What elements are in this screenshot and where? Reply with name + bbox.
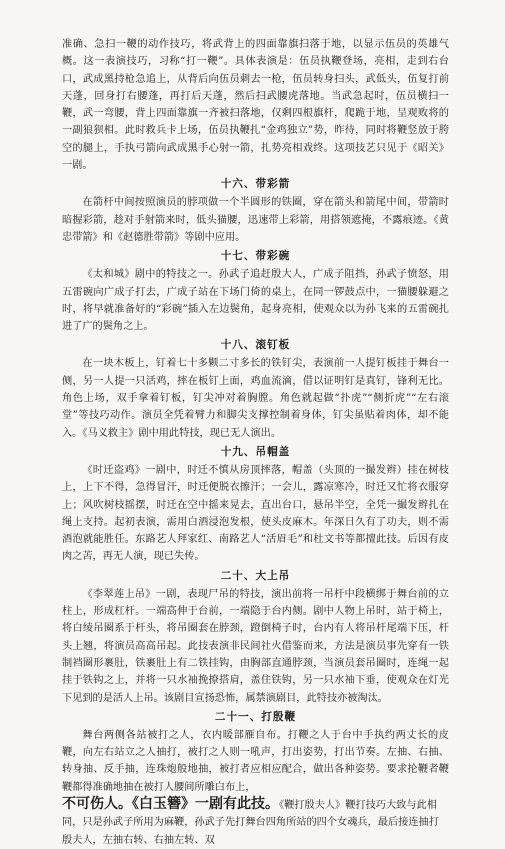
section-heading-18: 十八、滚钉板 xyxy=(220,339,291,352)
section-19-paragraph: 《时迁盗鸡》一剧中，时迁不慎从房顶摔落，帽盖（头顶的一撮发辫）挂在树枝上，上下不得，急得冒汗，时迁便脱衣擦汗；一会儿，露凉寒冷，时迁又忙将衣服穿上；风吹树枝摇摆，时迁在空中摇来晃去，直出台口，悬吊半空，全凭一撮发辫扎在绳上支持。起初表演，需用白酒浸泡发根，使头皮麻木。年深日久有了功夫，则不需酒泡就能胜任。东路艺人拜家红、南路艺人“活眉毛”和杜文书等都擅此技。后因有皮肉之苦，再无人演，现已失传。 xyxy=(62,464,449,563)
section-18-paragraph: 在一块木板上，钉着七十多颗二寸多长的铁钉尖，表演前一人提钉板挂于舞台一侧，另一人提一只活鸡，摔在板钉上面，鸡血流滴，借以证明钉是真钉，锋利无比。角色上场，双手拿着钉板，钉尖冲对着胸膛。角色就起做“扑虎”“侧折虎”“左右滚堂”等技巧动作。演员全凭着臂力和脚尖支撑控制着身体，钉尖虽贴着肉体，却不能入。《马义救主》剧中用此特技，现已无人演出。 xyxy=(62,358,449,439)
section-heading-21: 二十一、打殷鞭 xyxy=(214,710,297,723)
section-heading-17: 十七、带彩碗 xyxy=(220,250,291,263)
final-paragraph-line xyxy=(62,796,449,849)
section-20-paragraph: 《李翠莲上吊》一剧，表现尸吊的特技，演出前将一吊杆中段横绑于舞台前的立柱上，形成杠杆。一端高伸于台前，一端隐于台内侧。剧中人物上吊时，站于椅上，将白绫吊圈系于杆头，将吊圈套在脖颈，蹬倒椅子时，台内有人将吊杆尾端下压，杆头上翘，将演员高高吊起。此技表演非民间社火借鉴而来，方法是演员事先穿有一铁制裆圈形裹肚，铁裹肚上有二铁挂钩，由胸部直通脖颈，当演员套吊圈时，连绳一起挂于铁钩之上，并将一只水袖挽撩搭肩，盖住铁钩，另一只水袖下垂，使观众在灯光下见到的是活人上吊。该剧目宣扬恐怖，属禁演剧目，此特技亦被淘汰。 xyxy=(62,588,449,704)
section-heading-16: 十六、带彩箭 xyxy=(220,178,291,191)
section-heading-19: 十九、吊帽盖 xyxy=(220,445,291,458)
handwritten-annotation: 不可伤人。《白玉簪》一剧有此技。 xyxy=(62,795,279,812)
section-17-paragraph: 《太和城》剧中的特技之一。孙武子追赶殷大人，广成子阻挡，孙武子愤怒，用五雷碗向广成子打去，广成子站在下场门倚的桌上，在同一锣鼓点中，一猫腰躲避之时，将早就准备好的“彩碗”插入左边鬓角，起身亮相，使观众以为孙飞来的五雷碗扎进了广的鬓角之上。 xyxy=(62,269,449,333)
final-paragraph-text: 《鞭打殷夫人》鞭打技巧大致与此相同，只是孙武子所用为麻鞭，孙武子先打舞台四角所站的四个女魂兵，最后接连抽打殷夫人，左抽右转、右抽左转、双 xyxy=(62,799,439,846)
section-16-paragraph: 在箭杆中间按照演员的脖项做一个半圆形的铁圈，穿在箭头和箭尾中间，带箭时暗握彩箭，趁对手射箭来时，低头猫腰，迅速带上彩箭，用搭领遮掩，不露痕迹。《黄忠带箭》和《赵德胜带箭》等剧中应用。 xyxy=(62,197,449,243)
section-21-paragraph: 舞台两侧各站被打之人，衣内暖部雁自布。打鞭之人于台中手执约两丈长的皮鞭，向左右站立之人抽打，被打之人则一吼声，打出姿势，打出节奏。左抽、右抽、转身抽、反手抽，连珠炮般地抽，被打者应相应配合，做出各种姿势。要求抡鞭者鞭鞭都得准确地抽在被打人腰间所雕白布上， xyxy=(62,729,449,793)
section-heading-20: 二十、大上吊 xyxy=(220,569,291,582)
intro-paragraph: 准确、急扫一鞭的动作技巧，将武背上的四面靠旗扫落于地，以显示伍员的英雄气概。这一表演技巧，习称“打一鞭”。具体表演是：伍员执鞭登场，亮相，走到右台口，武成黑持枪急追上，从背后向伍员刺去一枪，伍员转身扫头，武低头，伍复打前天蓬，回身打右腰蓬，再打后天蓬，然后扫武腰虎落地。当武急起时，伍员横扫一鞭，武一弯腰，背上四面靠旗一齐被扫落地，仅剩四根旗杆，爬跪于地，呈观败将的一副狼狈相。此时救兵卡上场，伍员执鞭扎“金鸡独立”势，昨待，同时将鞭竖放于胯空的腿上，手执弓箭向武成黑手心射一箭，扎势亮相戏终。这项技艺只见于《昭关》一剧。 xyxy=(62,39,449,172)
